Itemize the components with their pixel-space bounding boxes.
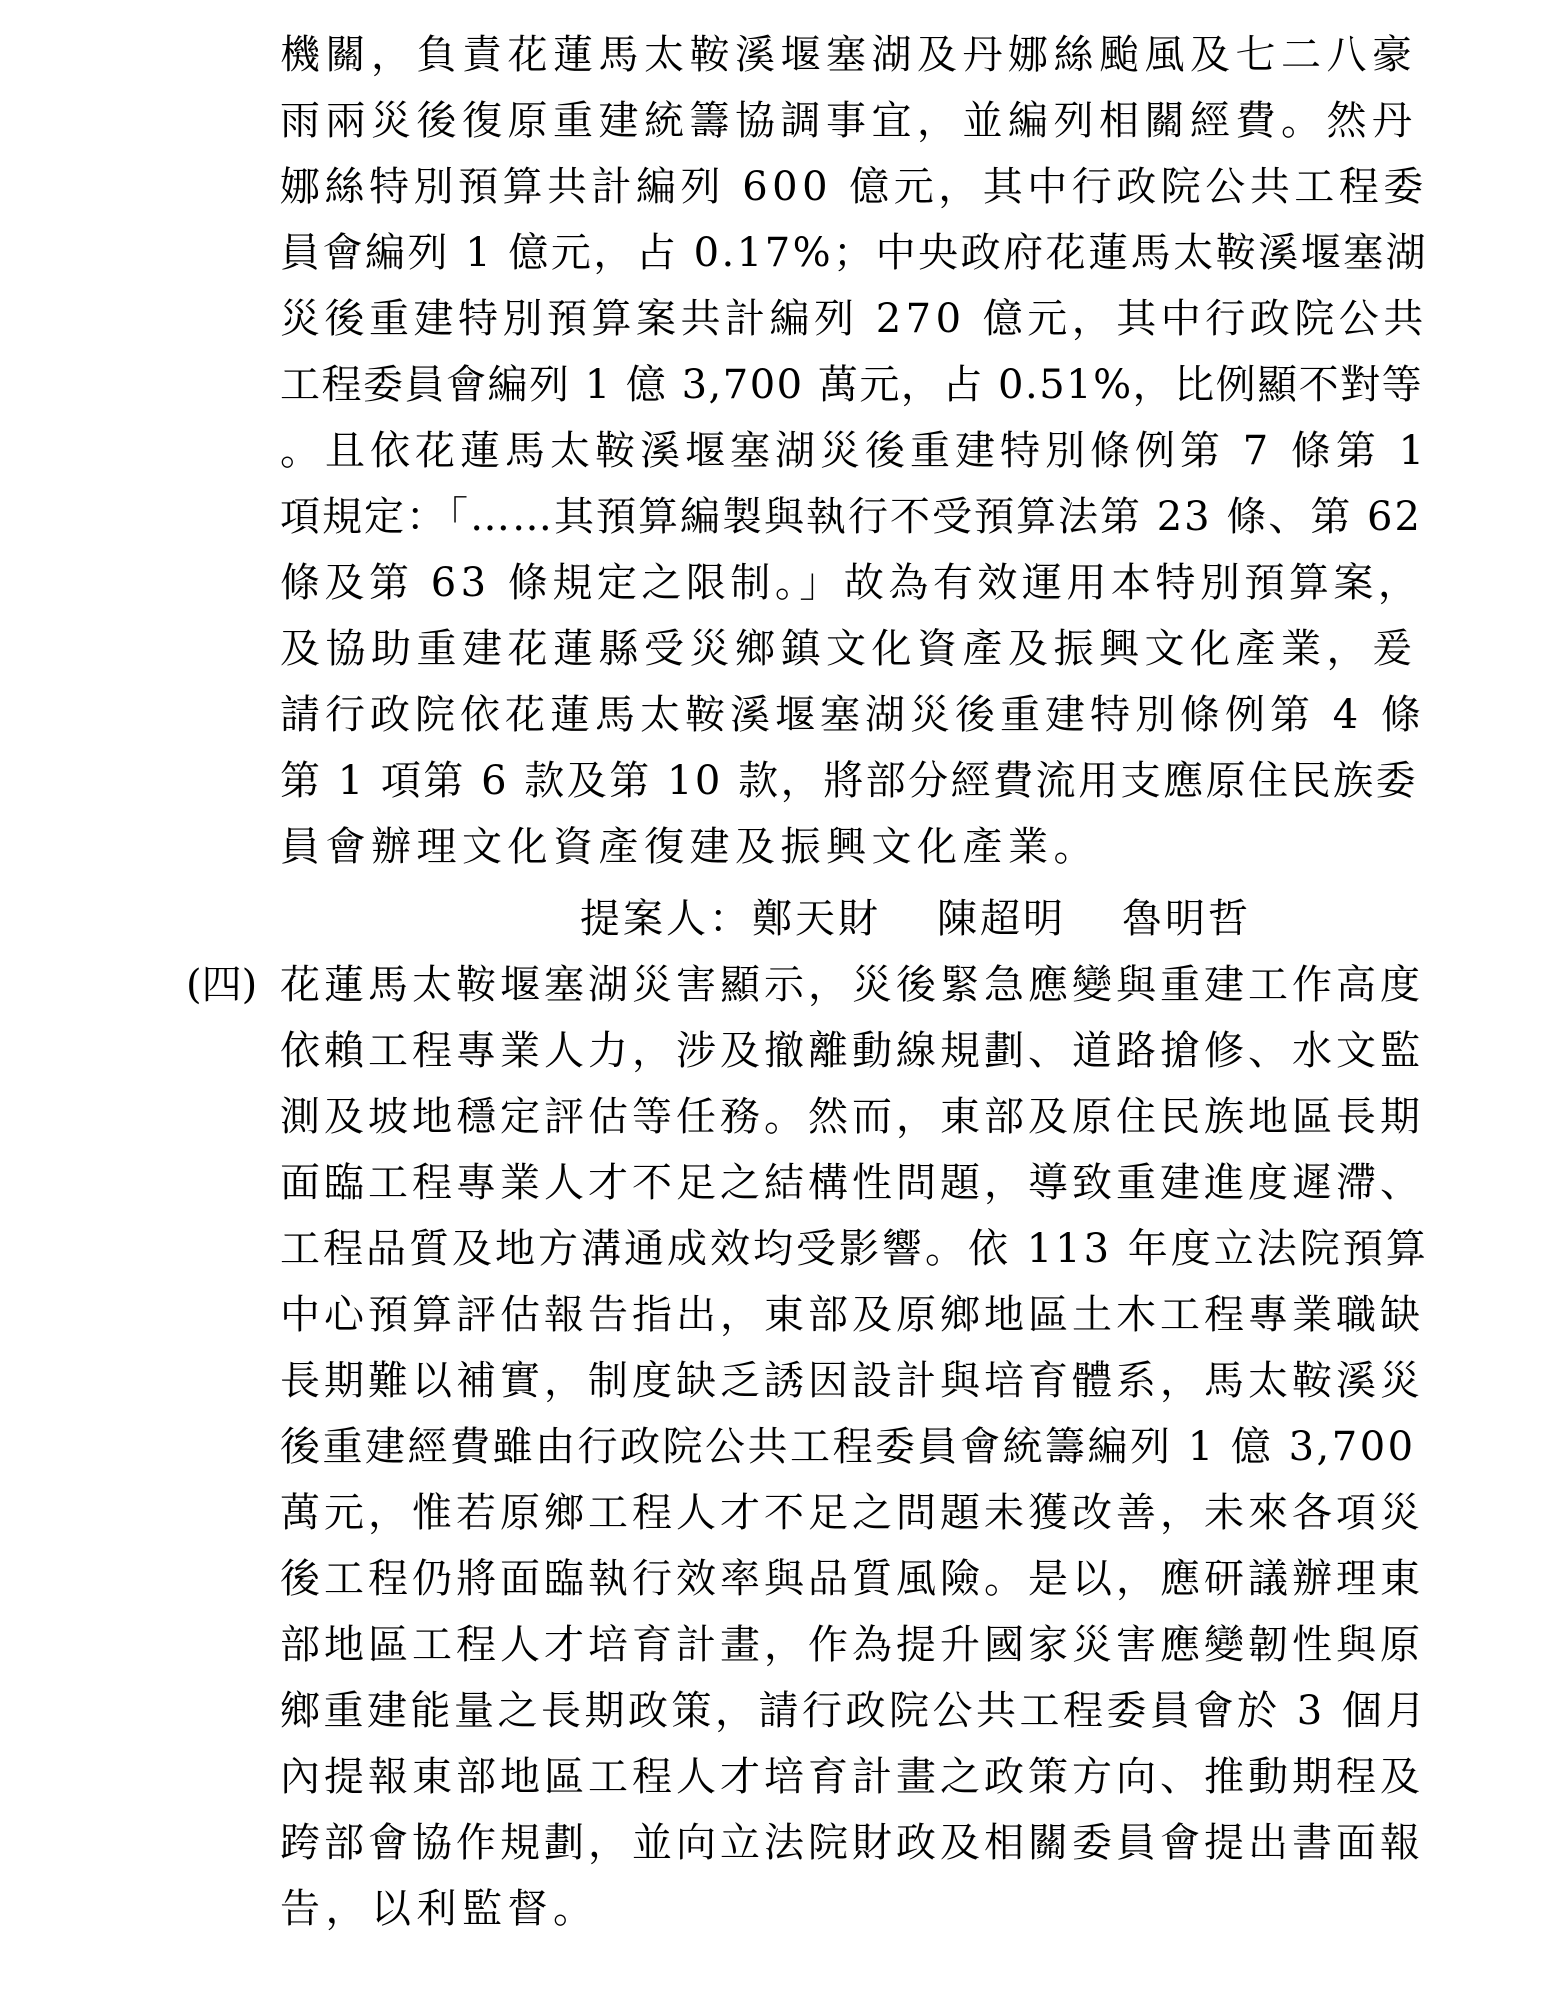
paragraph-line: 後重建經費雖由行政院公共工程委員會統籌編列 1 億 3,700: [280, 1424, 1416, 1470]
paragraph-line: 員會辦理文化資產復建及振興文化產業。: [280, 824, 1099, 870]
paragraph-line: 工程品質及地方溝通成效均受影響。依 113 年度立法院預算: [280, 1226, 1429, 1272]
paragraph-line: 測及坡地穩定評估等任務。然而，東部及原住民族地區長期: [280, 1094, 1424, 1140]
paragraph-line: 內提報東部地區工程人才培育計畫之政策方向、推動期程及: [280, 1754, 1424, 1800]
paragraph-line: 及協助重建花蓮縣受災鄉鎮文化資產及振興文化產業，爰: [280, 626, 1418, 672]
paragraph-line: 第 1 項第 6 款及第 10 款，將部分經費流用支應原住民族委: [280, 758, 1419, 804]
proposer-name: 陳超明: [937, 896, 1066, 942]
paragraph-line: 跨部會協作規劃，並向立法院財政及相關委員會提出書面報: [280, 1820, 1424, 1866]
paragraph-line: 面臨工程專業人才不足之結構性問題，導致重建進度遲滯、: [280, 1160, 1424, 1206]
paragraph-line: 項規定：「……其預算編製與執行不受預算法第 23 條、第 62: [280, 494, 1422, 540]
item-marker: (四): [186, 962, 258, 1008]
paragraph-line: 條及第 63 條規定之限制。」故為有效運用本特別預算案，: [280, 560, 1423, 606]
paragraph-line: 部地區工程人才培育計畫，作為提升國家災害應變韌性與原: [280, 1622, 1424, 1668]
paragraph-line: 員會編列 1 億元，占 0.17%；中央政府花蓮馬太鞍溪堰塞湖: [280, 230, 1429, 276]
paragraph-line: 萬元，惟若原鄉工程人才不足之問題未獲改善，未來各項災: [280, 1490, 1424, 1536]
proposer-name: 魯明哲: [1122, 896, 1251, 942]
paragraph-line: 娜絲特別預算共計編列 600 億元，其中行政院公共工程委: [280, 164, 1428, 210]
proposer-label: 提案人：: [580, 896, 752, 942]
paragraph-line: 後工程仍將面臨執行效率與品質風險。是以，應研議辦理東: [280, 1556, 1424, 1602]
paragraph-line: 告，以利監督。: [280, 1886, 599, 1932]
paragraph-line: 長期難以補實，制度缺乏誘因設計與培育體系，馬太鞍溪災: [280, 1358, 1424, 1404]
paragraph-line: 機關，負責花蓮馬太鞍溪堰塞湖及丹娜絲颱風及七二八豪: [280, 32, 1418, 78]
paragraph-line: 請行政院依花蓮馬太鞍溪堰塞湖災後重建特別條例第 4 條: [280, 692, 1426, 738]
proposer-line: [580, 886, 1251, 952]
paragraph-line: 。且依花蓮馬太鞍溪堰塞湖災後重建特別條例第 7 條第 1: [280, 428, 1430, 474]
paragraph-line: 依賴工程專業人力，涉及撤離動線規劃、道路搶修、水文監: [280, 1028, 1424, 1074]
paragraph-line: 花蓮馬太鞍堰塞湖災害顯示，災後緊急應變與重建工作高度: [280, 962, 1424, 1008]
proposer-name: 鄭天財: [752, 896, 881, 942]
paragraph-line: 中心預算評估報告指出，東部及原鄉地區土木工程專業職缺: [280, 1292, 1424, 1338]
paragraph-line: 災後重建特別預算案共計編列 270 億元，其中行政院公共: [280, 296, 1428, 342]
paragraph-line: 雨兩災後復原重建統籌協調事宜，並編列相關經費。然丹: [280, 98, 1418, 144]
paragraph-line: 鄉重建能量之長期政策，請行政院公共工程委員會於 3 個月: [280, 1688, 1429, 1734]
paragraph-line: 工程委員會編列 1 億 3,700 萬元，占 0.51%，比例顯不對等: [280, 362, 1424, 408]
